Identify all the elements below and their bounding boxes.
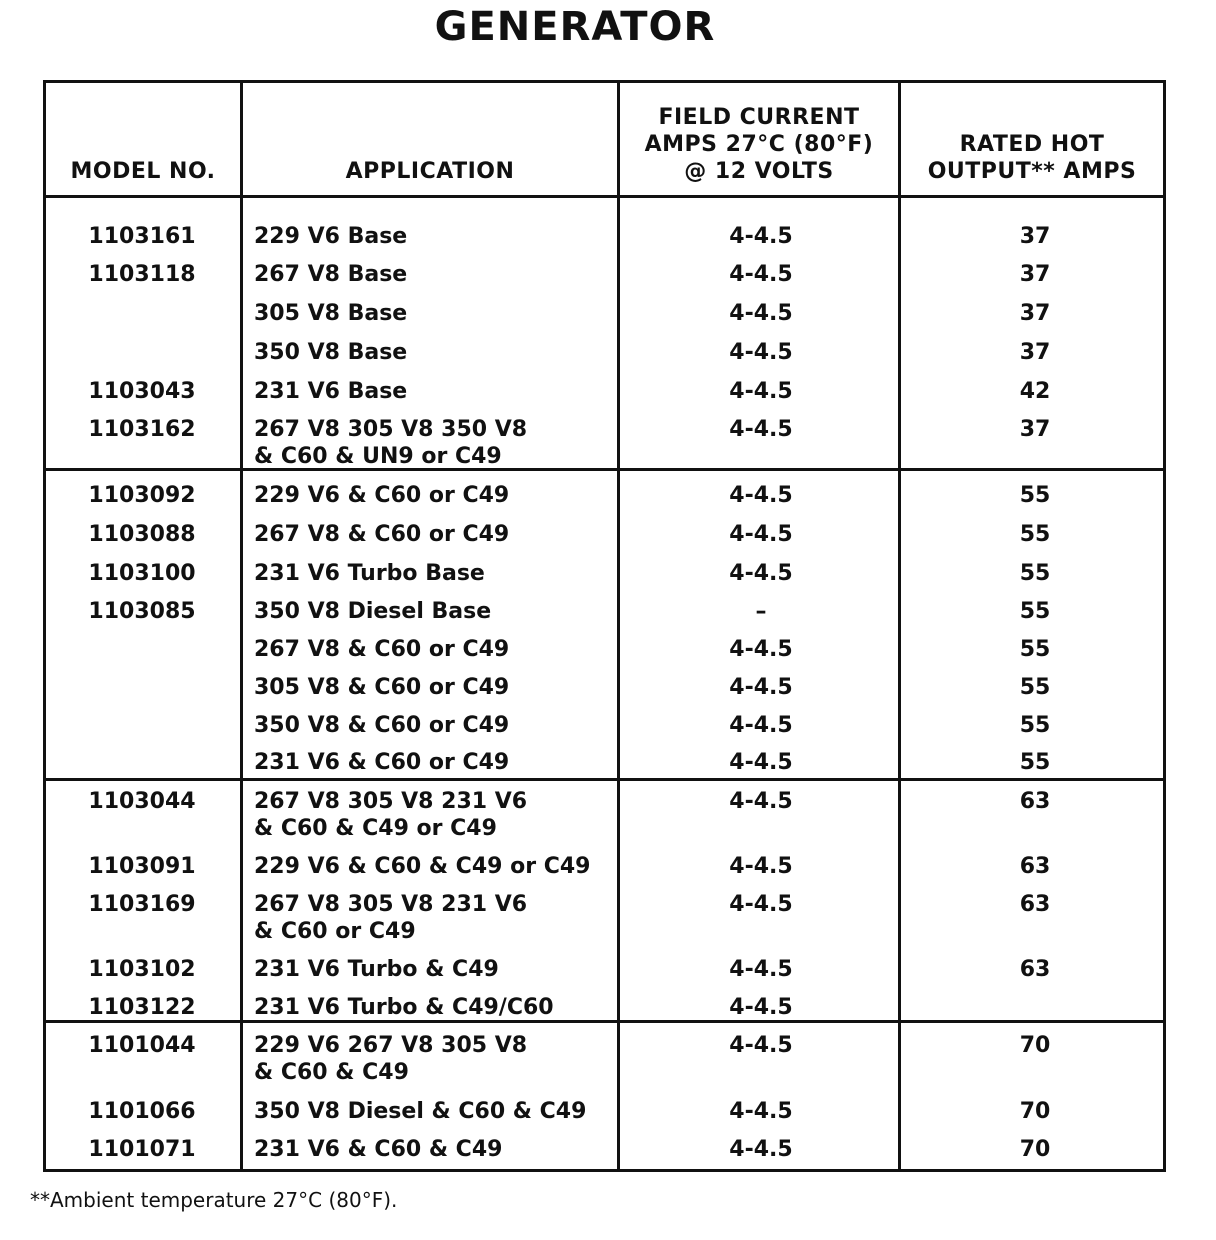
field-current-cell: 4-4.5 bbox=[729, 750, 793, 775]
application-cell: 267 V8 305 V8 231 V6 & C60 & C49 or C49 bbox=[254, 789, 528, 841]
rated-output-cell: 55 bbox=[1019, 561, 1051, 586]
generator-table bbox=[43, 80, 1166, 1172]
field-current-cell: 4-4.5 bbox=[729, 483, 793, 508]
application-cell: 305 V8 Base bbox=[254, 301, 408, 326]
field-current-cell: 4-4.5 bbox=[729, 892, 793, 917]
rated-output-cell: 37 bbox=[1019, 301, 1051, 326]
model-cell: 1103169 bbox=[88, 892, 196, 917]
model-cell: 1103161 bbox=[88, 224, 196, 249]
header-field-current: FIELD CURRENT AMPS 27°C (80°F) @ 12 VOLTS bbox=[644, 105, 874, 184]
application-cell: 267 V8 Base bbox=[254, 262, 408, 287]
rated-output-cell: 70 bbox=[1019, 1099, 1051, 1124]
rated-output-cell: 55 bbox=[1019, 522, 1051, 547]
model-cell: 1103100 bbox=[88, 561, 196, 586]
application-cell: 229 V6 & C60 or C49 bbox=[254, 483, 510, 508]
rated-output-cell: 63 bbox=[1019, 789, 1051, 814]
rated-output-cell: 37 bbox=[1019, 417, 1051, 442]
header-application: APPLICATION bbox=[345, 159, 515, 184]
rated-output-cell: 55 bbox=[1019, 675, 1051, 700]
field-current-cell: 4-4.5 bbox=[729, 262, 793, 287]
rated-output-cell: 63 bbox=[1019, 892, 1051, 917]
rated-output-cell: 70 bbox=[1019, 1033, 1051, 1058]
column-divider bbox=[240, 83, 243, 1169]
field-current-cell: 4-4.5 bbox=[729, 1099, 793, 1124]
model-cell: 1103092 bbox=[88, 483, 196, 508]
field-current-cell: 4-4.5 bbox=[729, 301, 793, 326]
field-current-cell: 4-4.5 bbox=[729, 522, 793, 547]
rated-output-cell: 70 bbox=[1019, 1137, 1051, 1162]
column-divider bbox=[617, 83, 620, 1169]
application-cell: 350 V8 & C60 or C49 bbox=[254, 713, 510, 738]
field-current-cell: 4-4.5 bbox=[729, 379, 793, 404]
model-cell: 1103091 bbox=[88, 854, 196, 879]
application-cell: 231 V6 & C60 & C49 bbox=[254, 1137, 503, 1162]
field-current-cell: 4-4.5 bbox=[729, 417, 793, 442]
application-cell: 231 V6 Base bbox=[254, 379, 408, 404]
application-cell: 229 V6 267 V8 305 V8 & C60 & C49 bbox=[254, 1033, 528, 1085]
application-cell: 267 V8 305 V8 350 V8 & C60 & UN9 or C49 bbox=[254, 417, 528, 469]
field-current-cell: 4-4.5 bbox=[729, 340, 793, 365]
rated-output-cell: 63 bbox=[1019, 854, 1051, 879]
field-current-cell: 4-4.5 bbox=[729, 957, 793, 982]
header-rated-output: RATED HOT OUTPUT** AMPS bbox=[927, 132, 1137, 184]
rated-output-cell: 37 bbox=[1019, 262, 1051, 287]
field-current-cell: 4-4.5 bbox=[729, 713, 793, 738]
group-divider bbox=[46, 778, 1163, 781]
application-cell: 267 V8 & C60 or C49 bbox=[254, 522, 510, 547]
application-cell: 305 V8 & C60 or C49 bbox=[254, 675, 510, 700]
field-current-cell: – bbox=[755, 599, 767, 624]
field-current-cell: 4-4.5 bbox=[729, 637, 793, 662]
application-cell: 231 V6 Turbo Base bbox=[254, 561, 485, 586]
application-cell: 350 V8 Diesel & C60 & C49 bbox=[254, 1099, 587, 1124]
application-cell: 267 V8 305 V8 231 V6 & C60 or C49 bbox=[254, 892, 528, 944]
application-cell: 231 V6 Turbo & C49 bbox=[254, 957, 499, 982]
rated-output-cell: 42 bbox=[1019, 379, 1051, 404]
model-cell: 1101044 bbox=[88, 1033, 196, 1058]
page-title: GENERATOR bbox=[434, 4, 716, 50]
model-cell: 1103044 bbox=[88, 789, 196, 814]
rated-output-cell: 55 bbox=[1019, 750, 1051, 775]
application-cell: 231 V6 & C60 or C49 bbox=[254, 750, 510, 775]
rated-output-cell: 55 bbox=[1019, 483, 1051, 508]
model-cell: 1101066 bbox=[88, 1099, 196, 1124]
rated-output-cell: 55 bbox=[1019, 713, 1051, 738]
model-cell: 1103118 bbox=[88, 262, 196, 287]
field-current-cell: 4-4.5 bbox=[729, 1033, 793, 1058]
model-cell: 1101071 bbox=[88, 1137, 196, 1162]
field-current-cell: 4-4.5 bbox=[729, 789, 793, 814]
field-current-cell: 4-4.5 bbox=[729, 1137, 793, 1162]
field-current-cell: 4-4.5 bbox=[729, 561, 793, 586]
model-cell: 1103122 bbox=[88, 995, 196, 1020]
rated-output-cell: 63 bbox=[1019, 957, 1051, 982]
rated-output-cell: 37 bbox=[1019, 340, 1051, 365]
model-cell: 1103102 bbox=[88, 957, 196, 982]
field-current-cell: 4-4.5 bbox=[729, 854, 793, 879]
field-current-cell: 4-4.5 bbox=[729, 995, 793, 1020]
application-cell: 231 V6 Turbo & C49/C60 bbox=[254, 995, 554, 1020]
application-cell: 267 V8 & C60 or C49 bbox=[254, 637, 510, 662]
header-model-no: MODEL NO. bbox=[70, 159, 216, 184]
model-cell: 1103088 bbox=[88, 522, 196, 547]
rated-output-cell: 55 bbox=[1019, 637, 1051, 662]
application-cell: 350 V8 Base bbox=[254, 340, 408, 365]
footnote: **Ambient temperature 27°C (80°F). bbox=[30, 1188, 398, 1212]
application-cell: 350 V8 Diesel Base bbox=[254, 599, 492, 624]
header-divider bbox=[46, 195, 1163, 198]
model-cell: 1103085 bbox=[88, 599, 196, 624]
field-current-cell: 4-4.5 bbox=[729, 675, 793, 700]
rated-output-cell: 37 bbox=[1019, 224, 1051, 249]
model-cell: 1103043 bbox=[88, 379, 196, 404]
model-cell: 1103162 bbox=[88, 417, 196, 442]
application-cell: 229 V6 & C60 & C49 or C49 bbox=[254, 854, 591, 879]
rated-output-cell: 55 bbox=[1019, 599, 1051, 624]
application-cell: 229 V6 Base bbox=[254, 224, 408, 249]
field-current-cell: 4-4.5 bbox=[729, 224, 793, 249]
